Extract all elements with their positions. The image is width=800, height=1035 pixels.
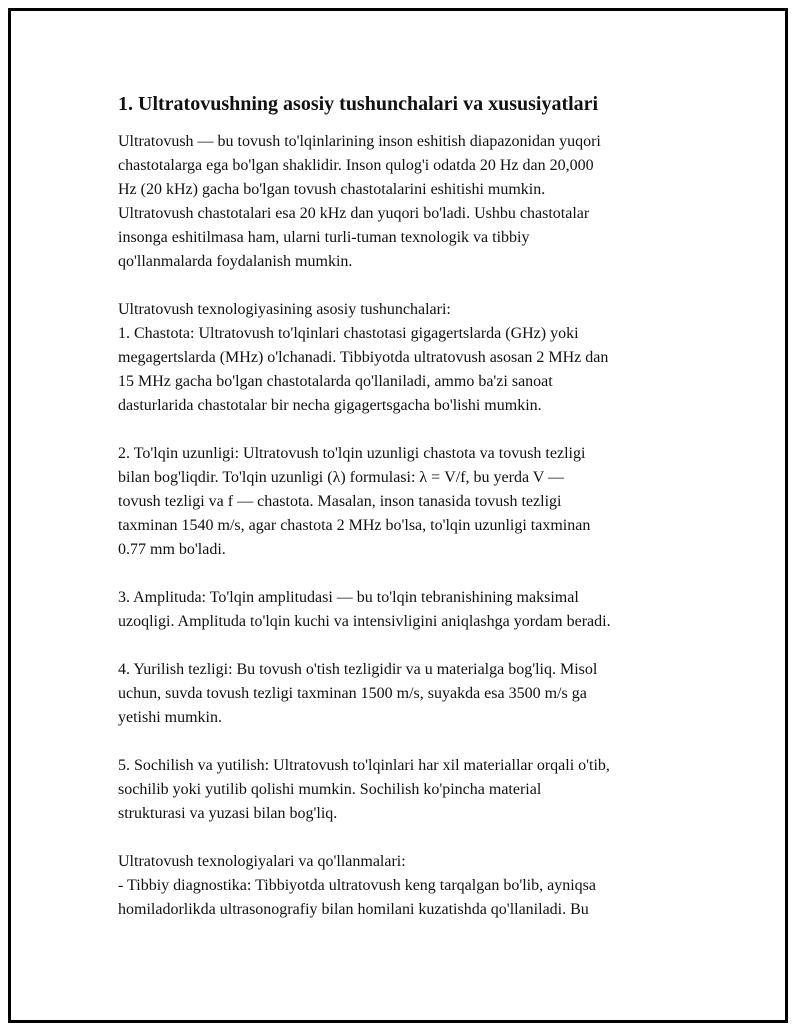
text-line: 5. Sochilish va yutilish: Ultratovush to'lqinlari har xil materiallar orqali o'tib, — [118, 757, 610, 774]
paragraph-gap — [118, 562, 698, 586]
paragraph-gap — [118, 274, 698, 298]
text-line: 3. Amplituda: To'lqin amplitudasi — bu to'lqin tebranishining maksimal — [118, 589, 579, 606]
concepts-paragraph — [118, 298, 698, 418]
text-line: megagertslarda (MHz) o'lchanadi. Tibbiyotda ultratovush asosan 2 MHz dan — [118, 349, 609, 366]
text-line: Ultratovush — bu tovush to'lqinlarining inson eshitish diapazonidan yuqori — [118, 133, 601, 150]
text-line: dasturlarida chastotalar bir necha gigagertsgacha bo'lishi mumkin. — [118, 397, 542, 414]
applications-heading: Ultratovush texnologiyalari va qo'llanmalari: — [118, 853, 406, 870]
text-line: - Tibbiy diagnostika: Tibbiyotda ultratovush keng tarqalgan bo'lib, ayniqsa — [118, 877, 596, 894]
paragraph-gap — [118, 730, 698, 754]
applications-paragraph — [118, 850, 698, 922]
concepts-heading: Ultratovush texnologiyasining asosiy tushunchalari: — [118, 301, 451, 318]
text-line: 4. Yurilish tezligi: Bu tovush o'tish tezligidir va u materialga bog'liq. Misol — [118, 661, 598, 678]
text-line: bilan bog'liqdir. To'lqin uzunligi (λ) formulasi: λ = V/f, bu yerda V — — [118, 469, 565, 486]
document-body — [118, 91, 698, 922]
text-line: yetishi mumkin. — [118, 709, 222, 726]
speed-paragraph — [118, 658, 698, 730]
text-line: strukturasi va yuzasi bilan bog'liq. — [118, 805, 338, 822]
text-line: sochilib yoki yutilib qolishi mumkin. Sochilish ko'pincha material — [118, 781, 542, 798]
text-line: insonga eshitilmasa ham, ularni turli-tuman texnologik va tibbiy — [118, 229, 530, 246]
paragraph-gap — [118, 826, 698, 850]
wavelength-paragraph — [118, 442, 698, 562]
text-line: Hz (20 kHz) gacha bo'lgan tovush chastotalarini eshitishi mumkin. — [118, 181, 546, 198]
text-line: qo'llanmalarda foydalanish mumkin. — [118, 253, 353, 270]
text-line: tovush tezligi va f — chastota. Masalan, inson tanasida tovush tezligi — [118, 493, 562, 510]
text-line: Ultratovush chastotalari esa 20 kHz dan yuqori bo'ladi. Ushbu chastotalar — [118, 205, 590, 222]
paragraph-gap — [118, 634, 698, 658]
amplitude-paragraph — [118, 586, 698, 634]
intro-paragraph — [118, 130, 698, 274]
text-line: homiladorlikda ultrasonografiy bilan homilani kuzatishda qo'llaniladi. Bu — [118, 901, 589, 918]
scattering-paragraph — [118, 754, 698, 826]
text-line: 0.77 mm bo'ladi. — [118, 541, 226, 558]
text-line: 1. Chastota: Ultratovush to'lqinlari chastotasi gigagertslarda (GHz) yoki — [118, 325, 579, 342]
text-line: uzoqligi. Amplituda to'lqin kuchi va intensivligini aniqlashga yordam beradi. — [118, 613, 611, 630]
text-line: 15 MHz gacha bo'lgan chastotalarda qo'llaniladi, ammo ba'zi sanoat — [118, 373, 553, 390]
section-heading: 1. Ultratovushning asosiy tushunchalari va xususiyatlari — [118, 93, 599, 115]
text-line: uchun, suvda tovush tezligi taxminan 1500 m/s, suyakda esa 3500 m/s ga — [118, 685, 587, 702]
text-line: taxminan 1540 m/s, agar chastota 2 MHz bo'lsa, to'lqin uzunligi taxminan — [118, 517, 591, 534]
paragraph-gap — [118, 418, 698, 442]
text-line: chastotalarga ega bo'lgan shaklidir. Inson qulog'i odatda 20 Hz dan 20,000 — [118, 157, 594, 174]
text-line: 2. To'lqin uzunligi: Ultratovush to'lqin uzunligi chastota va tovush tezligi — [118, 445, 586, 462]
